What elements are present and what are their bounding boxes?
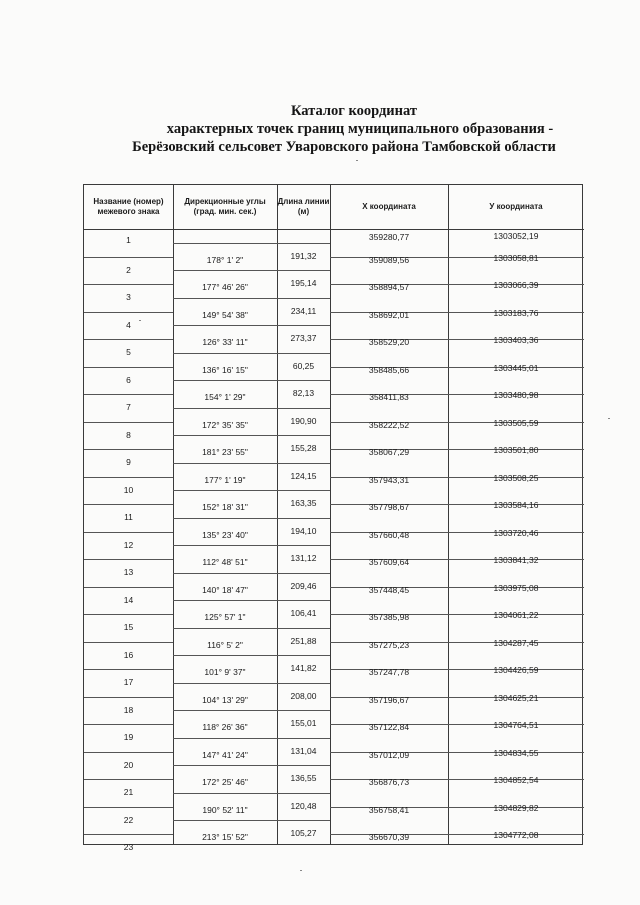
header-length: Длина линии (м)	[277, 197, 330, 216]
line-length: 131,04	[290, 745, 317, 756]
y-coordinate: 1303480,98	[493, 390, 539, 400]
point-number: 3	[126, 292, 131, 302]
line-length: 209,46	[290, 580, 317, 591]
x-coordinate: 356670,39	[368, 832, 410, 842]
y-coordinate: 1304772,08	[493, 830, 539, 840]
point-number: 17	[123, 677, 134, 687]
line-length: 105,27	[290, 828, 317, 839]
x-coordinate: 357943,31	[368, 474, 410, 485]
line-length: 124,15	[290, 470, 317, 481]
y-coordinate: 1303720,46	[493, 527, 539, 538]
title-line-2: характерных точек границ муниципального образования -	[166, 121, 554, 137]
direction-angle: 101° 9' 37"	[204, 667, 246, 678]
x-coordinate: 357122,84	[368, 722, 410, 732]
y-coordinate: 1304852,54	[493, 775, 539, 785]
x-coordinate: 357012,09	[368, 749, 410, 760]
line-length: 60,25	[292, 360, 315, 371]
title-line-3: Берёзовский сельсовет Уваровского района Тамбовской области	[132, 139, 556, 155]
point-number: 5	[126, 347, 131, 357]
document-title	[0, 102, 640, 156]
y-coordinate: 1303975,08	[493, 582, 539, 593]
y-coordinate: 1303066,39	[493, 280, 539, 290]
y-coordinate: 1304625,21	[493, 692, 539, 703]
title-line-1: Каталог координат	[290, 103, 418, 119]
point-number: 16	[123, 649, 134, 660]
line-length: 273,37	[290, 333, 317, 344]
point-number: 14	[123, 594, 134, 605]
header-angle: Дирекционные углы (град. мин. сек.)	[184, 197, 266, 216]
x-coordinate: 358894,57	[368, 282, 410, 292]
x-coordinate: 357385,98	[368, 612, 410, 622]
point-number: 15	[123, 622, 134, 632]
line-length: 141,82	[290, 663, 317, 674]
direction-angle: 172° 35' 35"	[202, 419, 248, 430]
direction-angle: 178° 1' 2"	[206, 254, 244, 265]
x-coordinate: 357609,64	[368, 557, 410, 567]
direction-angle: 126° 33' 11"	[202, 337, 248, 348]
point-number: 6	[126, 374, 131, 385]
point-number: 21	[123, 787, 134, 797]
line-length: 234,11	[290, 305, 317, 316]
direction-angle: 213° 15' 52"	[202, 832, 248, 843]
y-coordinate: 1303058,81	[493, 252, 539, 263]
line-length: 82,13	[292, 388, 315, 399]
direction-angle: 147° 41' 24"	[202, 749, 248, 760]
point-number: 19	[123, 732, 134, 742]
x-coordinate: 357660,48	[368, 529, 410, 540]
point-number: 12	[123, 539, 134, 550]
x-coordinate: 357275,23	[368, 639, 410, 650]
x-coordinate: 358067,29	[368, 447, 410, 457]
header-y: У координата	[489, 202, 543, 211]
direction-angle: 104° 13' 29"	[202, 694, 248, 705]
direction-angle: 118° 26' 36"	[202, 722, 248, 733]
direction-angle: 149° 54' 38"	[202, 309, 248, 320]
direction-angle: 112° 48' 51"	[202, 557, 248, 568]
point-number: 18	[123, 704, 134, 715]
x-coordinate: 358485,66	[368, 364, 410, 375]
y-coordinate: 1304834,55	[493, 747, 539, 758]
line-length: 195,14	[290, 278, 317, 289]
point-number: 22	[123, 814, 134, 825]
x-coordinate: 356758,41	[368, 804, 410, 815]
y-coordinate: 1303445,01	[493, 362, 539, 373]
line-length: 131,12	[290, 553, 317, 564]
point-number: 23	[123, 842, 134, 852]
direction-angle: 136° 16' 15"	[202, 364, 248, 375]
line-length: 155,28	[290, 443, 317, 454]
direction-angle: 116° 5' 2"	[207, 639, 243, 650]
header-x: Х координата	[362, 202, 416, 211]
direction-angle: 181° 23' 55"	[202, 447, 248, 458]
line-length: 190,90	[290, 415, 317, 426]
y-coordinate: 1304426,59	[493, 665, 539, 675]
x-coordinate: 357798,67	[368, 502, 410, 512]
direction-angle: 190° 52' 11"	[202, 804, 248, 815]
point-number: 11	[124, 512, 133, 522]
y-coordinate: 1303183,76	[493, 307, 539, 318]
x-coordinate: 357448,45	[368, 584, 410, 595]
y-coordinate: 1303501,80	[493, 445, 539, 455]
line-length: 163,35	[290, 498, 317, 509]
x-coordinate: 359089,56	[368, 254, 410, 265]
y-coordinate: 1304061,22	[493, 610, 539, 620]
x-coordinate: 358411,83	[369, 392, 409, 402]
direction-angle: 125° 57' 1"	[204, 612, 246, 623]
direction-angle: 177° 46' 26"	[202, 282, 248, 293]
coordinates-table	[83, 184, 583, 852]
line-length: 251,88	[290, 635, 317, 646]
y-coordinate: 1304764,51	[493, 720, 539, 730]
x-coordinate: 357247,78	[368, 667, 410, 677]
point-number: 8	[126, 429, 131, 440]
direction-angle: 135° 23' 40"	[202, 529, 248, 540]
y-coordinate: 1303403,36	[493, 335, 539, 345]
y-coordinate: 1303841,32	[493, 555, 539, 565]
line-length: 191,32	[290, 250, 317, 261]
y-coordinate: 1303052,19	[493, 231, 539, 241]
x-coordinate: 358692,01	[368, 309, 410, 320]
direction-angle: 140° 18' 47"	[202, 584, 248, 595]
y-coordinate: 1303508,25	[493, 472, 539, 483]
line-length: 136,55	[290, 773, 317, 784]
direction-angle: 172° 25' 46"	[202, 777, 248, 788]
point-number: 1	[126, 235, 131, 245]
direction-angle: 177° 1' 19"	[204, 474, 246, 485]
x-coordinate: 358222,52	[368, 419, 410, 430]
header-number: Название (номер) межевого знака	[93, 197, 164, 216]
line-length: 194,10	[290, 525, 317, 536]
line-length: 120,48	[290, 800, 317, 811]
y-coordinate: 1303505,59	[493, 417, 539, 428]
y-coordinate: 1304287,45	[493, 637, 539, 648]
point-number: 4	[126, 319, 131, 330]
x-coordinate: 357196,67	[368, 694, 410, 705]
point-number: 7	[126, 402, 131, 412]
y-coordinate: 1304829,82	[493, 802, 539, 813]
line-length: 208,00	[290, 690, 317, 701]
y-coordinate: 1303584,16	[493, 500, 539, 510]
x-coordinate: 356876,73	[368, 777, 410, 787]
x-coordinate: 359280,77	[368, 232, 410, 242]
x-coordinate: 358529,20	[368, 337, 410, 347]
point-number: 10	[123, 484, 134, 495]
point-number: 2	[126, 264, 131, 275]
direction-angle: 152° 18' 31"	[202, 502, 248, 513]
direction-angle: 154° 1' 29"	[204, 392, 246, 403]
point-number: 13	[123, 567, 134, 577]
line-length: 155,01	[290, 718, 317, 729]
line-length: 106,41	[290, 608, 317, 619]
point-number: 20	[123, 759, 134, 770]
point-number: 9	[126, 457, 131, 467]
